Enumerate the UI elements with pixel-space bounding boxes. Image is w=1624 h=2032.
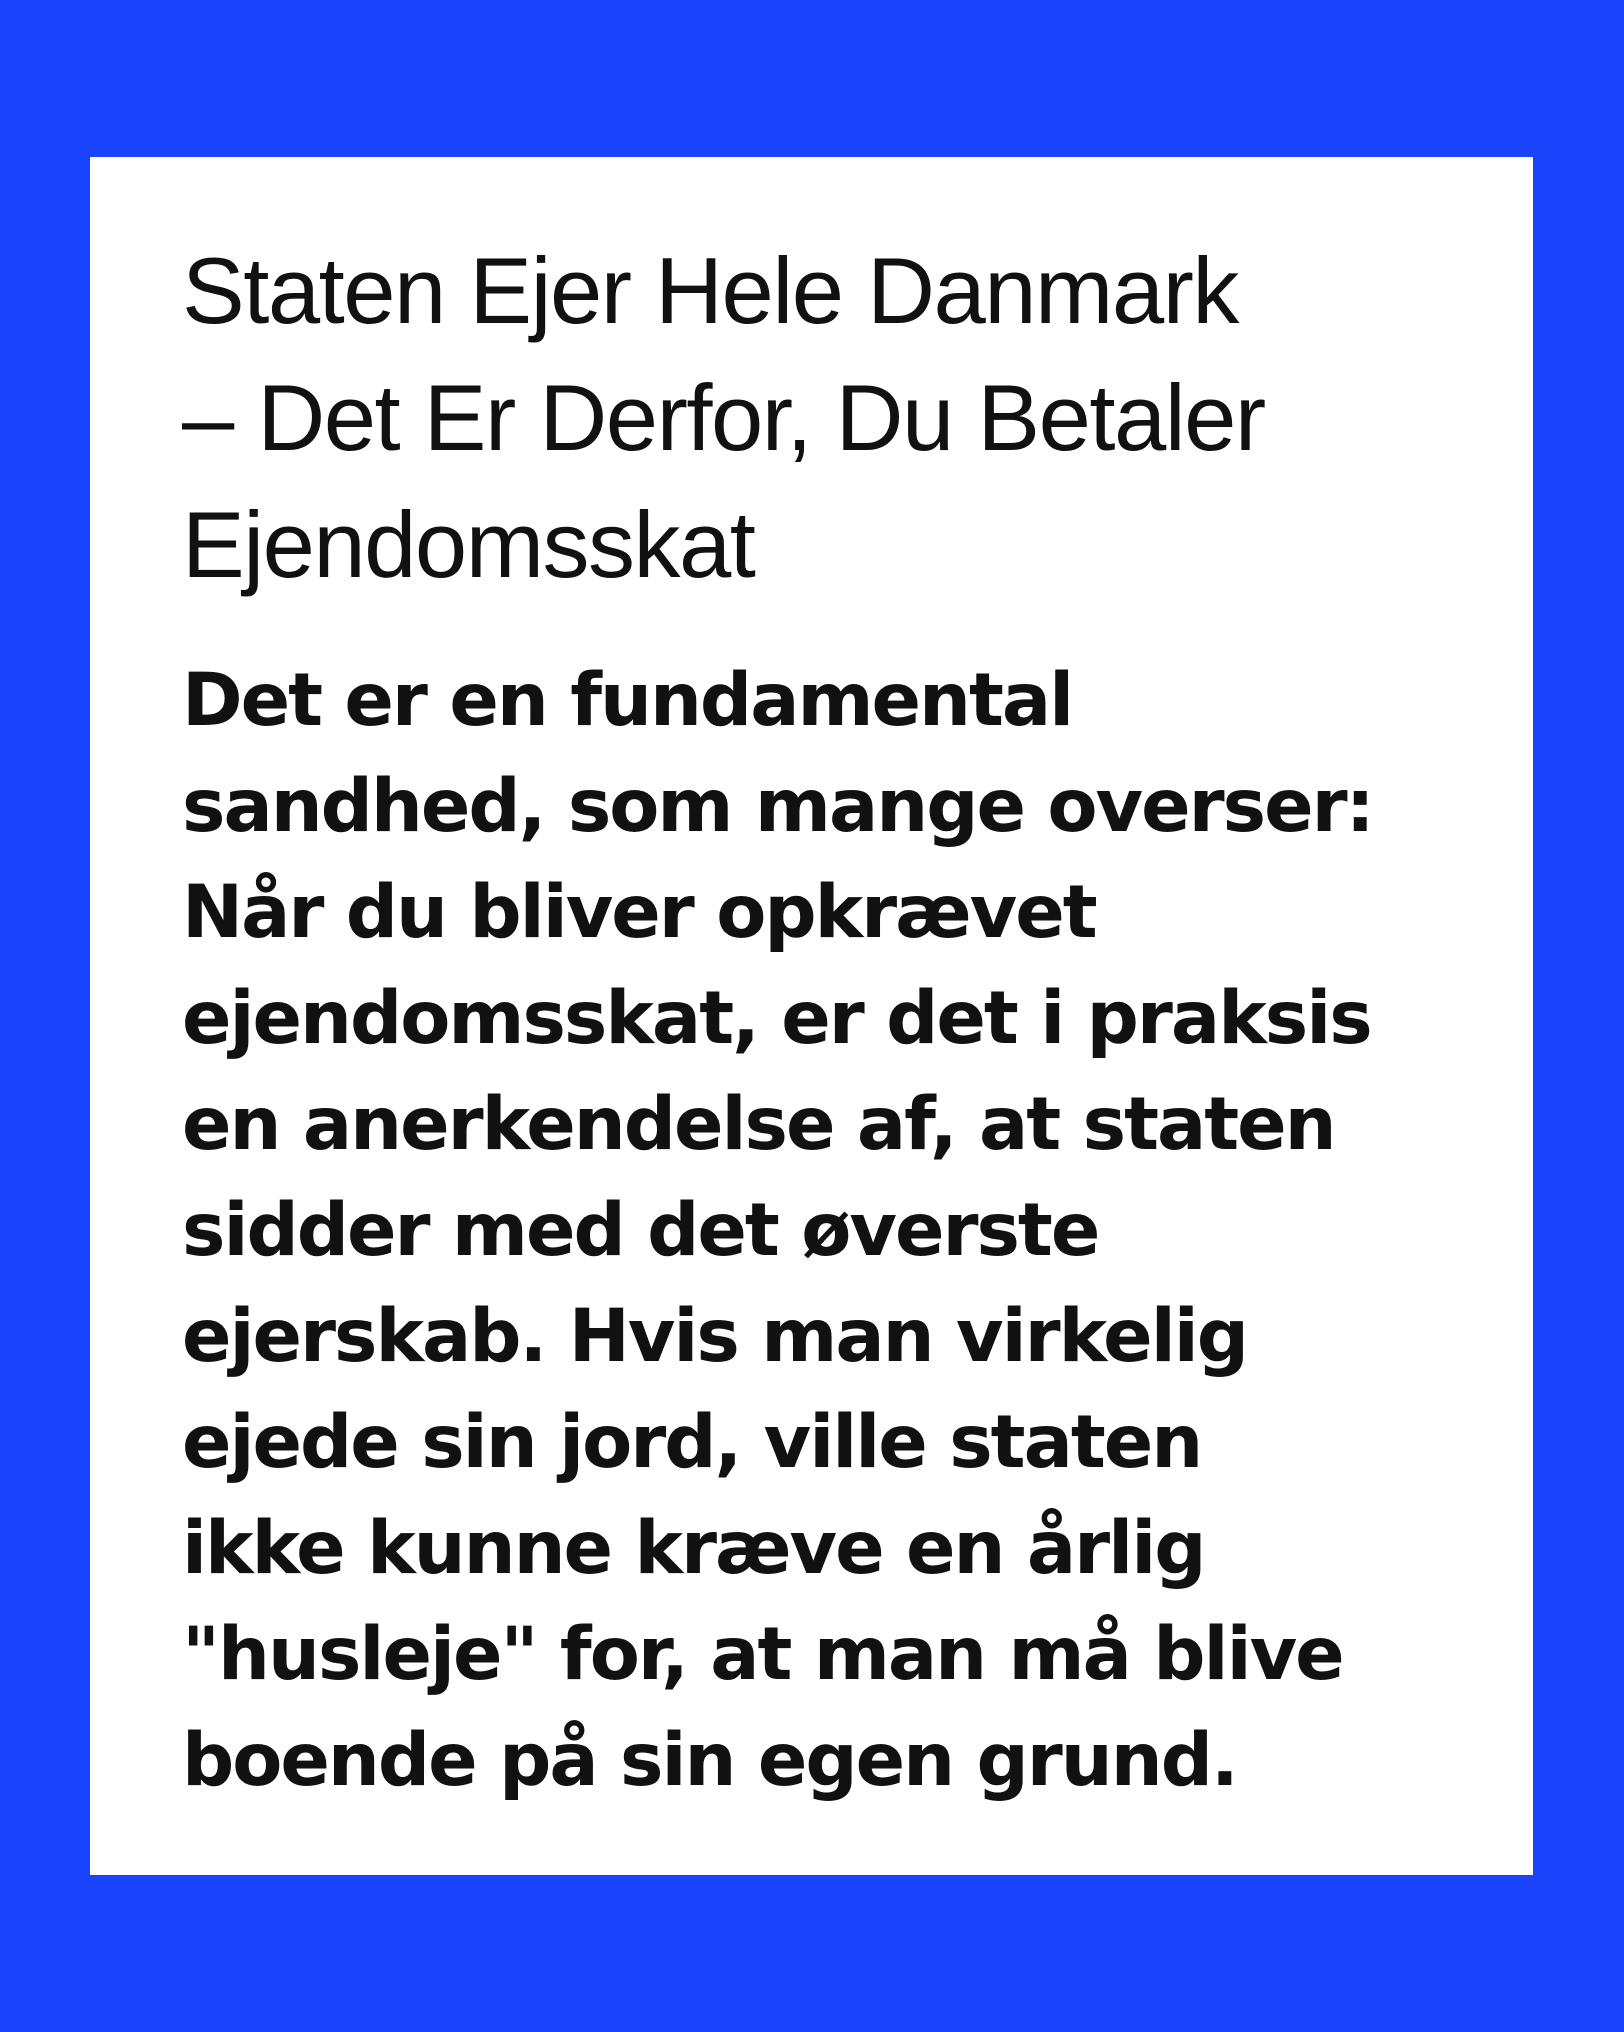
body-line: ejerskab. Hvis man virkelig: [182, 1294, 1247, 1379]
body-line: ejede sin jord, ville staten: [182, 1400, 1202, 1485]
body-line: boende på sin egen grund.: [182, 1718, 1237, 1803]
headline-line: – Det Er Derfor, Du Betaler: [182, 365, 1265, 470]
headline-line: Ejendomsskat: [182, 492, 755, 597]
content-card: [90, 157, 1533, 1875]
body-line: sandhed, som mange overser:: [182, 764, 1373, 849]
body-line: ejendomsskat, er det i praksis: [182, 976, 1371, 1061]
headline-line: Staten Ejer Hele Danmark: [182, 238, 1238, 343]
body-line: "husleje" for, at man må blive: [182, 1612, 1343, 1697]
body-line: sidder med det øverste: [182, 1188, 1099, 1273]
body-line: ikke kunne kræve en årlig: [182, 1506, 1205, 1591]
body-paragraph: [182, 648, 1473, 1814]
body-line: en anerkendelse af, at staten: [182, 1082, 1335, 1167]
body-line: Det er en fundamental: [182, 658, 1073, 743]
body-line: Når du bliver opkrævet: [182, 870, 1096, 955]
headline: [182, 227, 1473, 608]
